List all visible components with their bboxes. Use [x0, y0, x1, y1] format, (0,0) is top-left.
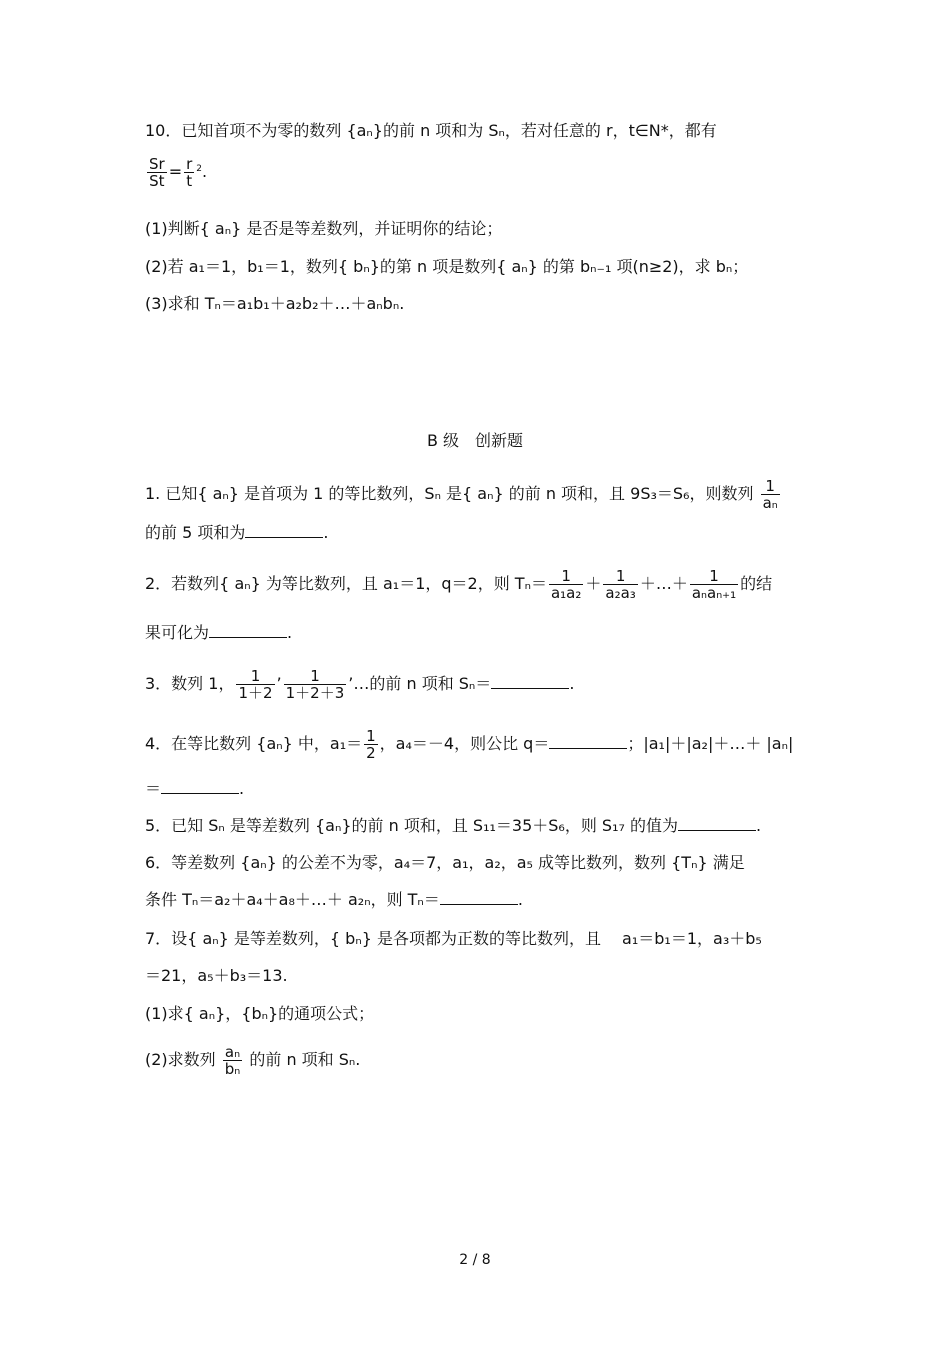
- p6-line2: 条件 Tₙ＝a₂＋a₄＋a₈＋…＋ a₂ₙ，则 Tₙ＝ .: [145, 890, 523, 909]
- answer-blank: [549, 734, 627, 749]
- p3-line: 3．数列 1， $\frac{1}{1+2}$ ’ $\frac{1}{1+2+3}$ ’…的前 n 项和 Sₙ＝ .: [145, 667, 575, 702]
- p3-frac2: $\frac{1}{1+2+3}$: [285, 667, 345, 702]
- answer-blank: [209, 623, 287, 638]
- p1-line2: 的前 5 项和为 .: [145, 523, 329, 542]
- p1-line1: 1. 已知{ aₙ} 是首项为 1 的等比数列，Sₙ 是{ aₙ} 的前 n 项和，且 9S₃＝S₆，则数列 $\frac{1}{\text{aₙ}}$: [145, 477, 778, 512]
- p3-frac1: $\frac{1}{1+2}$: [238, 667, 273, 702]
- q10-formula: $\frac{Sr}{St}$ = $\frac{r}{t}$ $^2$.: [149, 155, 208, 190]
- q10-part3: (3)求和 Tₙ＝a₁b₁＋a₂b₂＋…＋aₙbₙ.: [145, 294, 405, 313]
- answer-blank: [491, 674, 569, 689]
- p5-line: 5．已知 Sₙ 是等差数列 {aₙ}的前 n 项和，且 S₁₁＝35＋S₆，则 S₁₇ 的值为 .: [145, 816, 762, 835]
- p7-part1: (1)求{ aₙ}，{bₙ}的通项公式；: [145, 1004, 375, 1023]
- p2-line1: 2．若数列{ aₙ} 为等比数列，且 a₁＝1，q＝2，则 Tₙ＝ $\frac{1}{\text{a₁a₂}}$ ＋ $\frac{1}{\text{a₂a₃}}$ ＋…＋ $\frac{1}{\text{aₙaₙ₊₁}}$ 的结: [145, 567, 773, 602]
- answer-blank: [161, 779, 239, 794]
- answer-blank: [245, 523, 323, 538]
- p7-line2: ＝21，a₅＋b₃＝13.: [145, 966, 288, 985]
- p7-part2: (2)求数列 $\frac{\text{aₙ}}{\text{bₙ}}$ 的前 n 项和 Sₙ.: [145, 1043, 361, 1078]
- q10-frac-s: $\frac{Sr}{St}$: [149, 155, 165, 190]
- p1-frac: $\frac{1}{\text{aₙ}}$: [762, 477, 778, 512]
- page-number: 2 / 8: [459, 1252, 491, 1268]
- p2-frac3: $\frac{1}{\text{aₙaₙ₊₁}}$: [691, 567, 737, 602]
- p2-frac2: $\frac{1}{\text{a₂a₃}}$: [605, 567, 636, 602]
- p7-frac: $\frac{\text{aₙ}}{\text{bₙ}}$: [224, 1043, 241, 1078]
- answer-blank: [440, 890, 518, 905]
- p4-line2: ＝ .: [145, 779, 245, 798]
- p6-line1: 6．等差数列 {aₙ} 的公差不为零，a₄＝7，a₁，a₂，a₅ 成等比数列，数列 {Tₙ} 满足: [145, 853, 745, 872]
- p4-line1: 4．在等比数列 {aₙ} 中，a₁＝ $\frac{1}{2}$ ，a₄＝－4，则公比 q＝ ；|a₁|＋|a₂|＋…＋ |aₙ|: [145, 727, 794, 762]
- section-heading: B 级 创新题: [426, 431, 524, 450]
- p7-line1: 7．设{ aₙ} 是等差数列，{ bₙ} 是各项都为正数的等比数列，且 a₁＝b₁＝1，a₃＋b₅: [145, 929, 762, 948]
- q10-part1: (1)判断{ aₙ} 是否是等差数列，并证明你的结论；: [145, 219, 503, 238]
- p2-frac1: $\frac{1}{\text{a₁a₂}}$: [550, 567, 582, 602]
- q10-frac-rt: $\frac{r}{t}$: [186, 155, 193, 190]
- q10-intro: 10．已知首项不为零的数列 {aₙ}的前 n 项和为 Sₙ，若对任意的 r，t∈N*，都有: [145, 121, 717, 140]
- q10-part2: (2)若 a₁＝1，b₁＝1，数列{ bₙ}的第 n 项是数列{ aₙ} 的第 bₙ₋₁ 项(n≥2)，求 bₙ；: [145, 257, 749, 276]
- answer-blank: [678, 816, 756, 831]
- p2-line2: 果可化为 .: [145, 623, 293, 642]
- p4-frac: $\frac{1}{2}$: [366, 727, 376, 762]
